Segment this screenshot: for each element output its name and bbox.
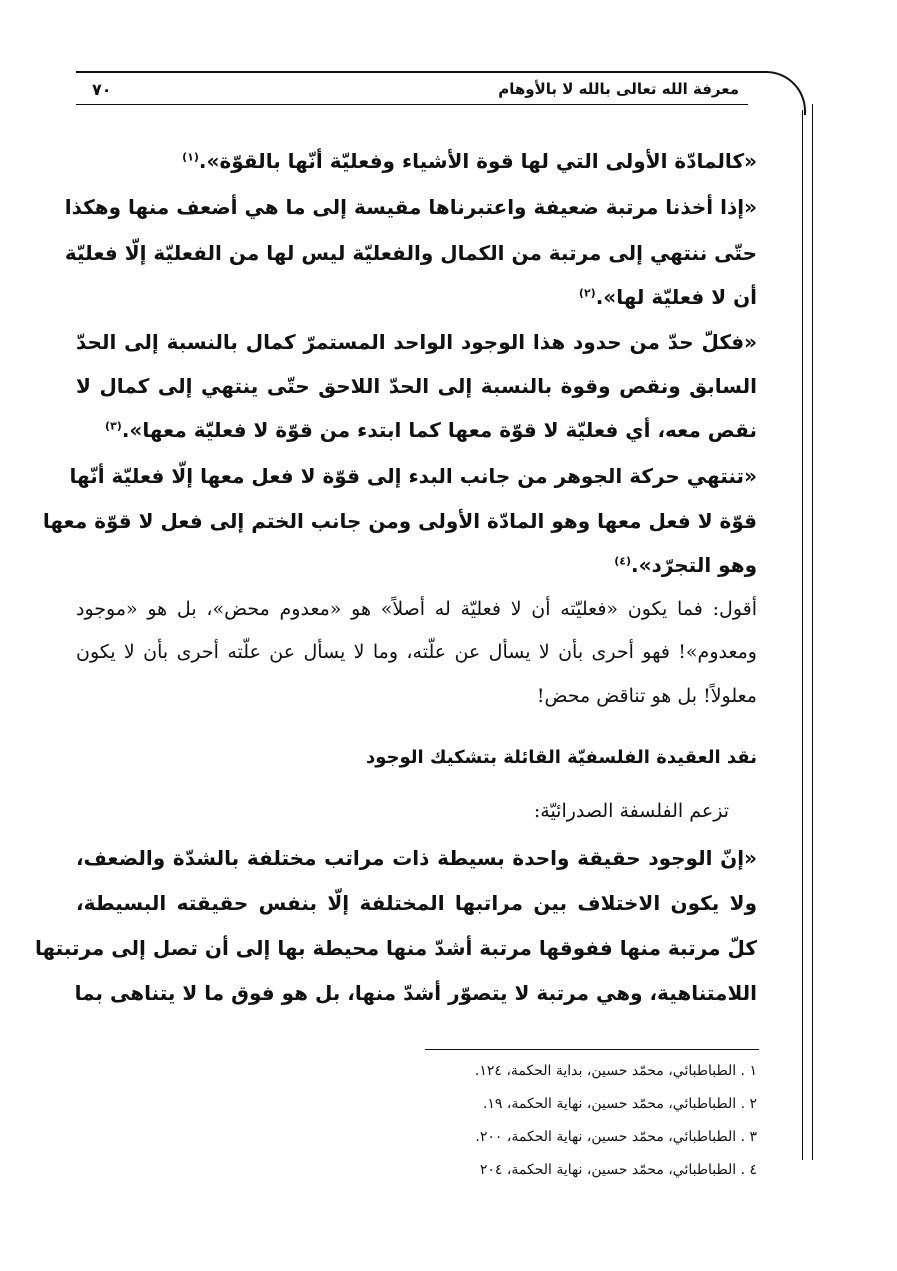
text-line-15 xyxy=(534,802,729,821)
footnote-4: ٤ . الطباطبائي، محمّد حسين، نهاية الحكمة، ٢٠٤ xyxy=(479,1162,757,1178)
line-text: «تنتهي حركة الجوهر من جانب البدء إلى قوّة لا فعل معها إلّا فعليّة أنّها xyxy=(69,464,757,488)
footnote-marker: (٣) xyxy=(105,419,122,433)
text-line-4 xyxy=(579,287,757,307)
line-text: ومعدوم»! فهو أحرى بأن لا يسأل عن علّته، وما لا يسأل عن علّته أحرى بأن لا يكون xyxy=(76,641,757,663)
text-line-12 xyxy=(76,643,757,662)
text-line-18 xyxy=(34,936,757,960)
text-line-7 xyxy=(105,420,757,440)
header-corner-ornament xyxy=(742,71,806,115)
line-text: كلّ مرتبة منها ففوقها مرتبة أشدّ منها محيطة بها إلى أن تصل إلى مرتبتها xyxy=(34,936,757,960)
text-line-9 xyxy=(42,509,757,533)
line-text: أقول: فما يكون «فعليّته أن لا فعليّة له أصلاً» هو «معدوم محض»، بل هو «موجود xyxy=(76,598,757,620)
line-text: ولا يكون الاختلاف بين مراتبها المختلفة إلّا بنفس حقيقته البسيطة، xyxy=(76,891,757,915)
footnote-marker: (١) xyxy=(182,150,199,164)
line-text: نقص معه، أي فعليّة لا قوّة معها كما ابتدء من قوّة لا فعليّة معها». xyxy=(121,418,757,442)
footnote-1: ١ . الطباطبائي، محمّد حسين، بداية الحكمة، ١٢٤. xyxy=(474,1063,757,1079)
footnote-3: ٣ . الطباطبائي، محمّد حسين، نهاية الحكمة، ٢٠٠. xyxy=(475,1129,757,1145)
line-text: تزعم الفلسفة الصدرائيّة: xyxy=(533,800,729,822)
text-line-5 xyxy=(76,332,757,352)
line-text: وهو التجرّد». xyxy=(631,553,757,577)
text-line-3 xyxy=(64,241,757,265)
text-line-13 xyxy=(537,687,757,706)
text-line-2 xyxy=(64,195,757,219)
line-text: «فكلّ حدّ من حدود هذا الوجود الواحد المستمرّ كمال بالنسبة إلى الحدّ xyxy=(76,330,757,354)
side-border-outer xyxy=(812,104,813,1160)
text-line-6 xyxy=(76,376,757,396)
text-line-8 xyxy=(69,464,757,488)
header-rule xyxy=(76,71,756,73)
line-text: «إذا أخذنا مرتبة ضعيفة واعتبرناها مقيسة إلى ما هي أضعف منها وهكذا xyxy=(64,195,757,219)
line-text: «كالمادّة الأولى التي لها قوة الأشياء وفعليّة أنّها بالقوّة». xyxy=(198,149,757,173)
footnote-2: ٢ . الطباطبائي، محمّد حسين، نهاية الحكمة، ١٩. xyxy=(482,1096,757,1112)
text-line-16 xyxy=(76,848,757,868)
header-rule-lower xyxy=(76,104,748,105)
text-line-10 xyxy=(614,555,757,575)
side-border-inner xyxy=(802,110,803,1160)
footnote-marker: (٢) xyxy=(578,286,596,300)
line-text: «إنّ الوجود حقيقة واحدة بسيطة ذات مراتب مختلفة بالشدّة والضعف، xyxy=(76,846,757,870)
section-heading: نقد العقيدة الفلسفيّة القائلة بتشكيك الوجود xyxy=(366,747,757,768)
text-line-17 xyxy=(76,893,757,913)
line-text: معلولاً! بل هو تناقض محض! xyxy=(536,685,757,707)
line-text: حتّى ننتهي إلى مرتبة من الكمال والفعليّة ليس لها من الفعليّة إلّا فعليّة xyxy=(64,241,757,265)
line-text: أن لا فعليّة لها». xyxy=(595,285,757,309)
text-line-1 xyxy=(182,151,757,171)
page-number: ٧٠ xyxy=(92,80,112,99)
text-line-19 xyxy=(76,983,757,1003)
running-header-title: معرفة الله تعالى بالله لا بالأوهام xyxy=(498,80,739,98)
line-text: اللامتناهية، وهي مرتبة لا يتصوّر أشدّ منها، بل هو فوق ما لا يتناهى بما xyxy=(74,981,757,1005)
footnote-marker: (٤) xyxy=(614,554,632,568)
line-text: قوّة لا فعل معها وهو المادّة الأولى ومن جانب الختم إلى فعل لا قوّة معها xyxy=(42,509,757,533)
footnote-separator xyxy=(425,1049,759,1050)
line-text: السابق ونقص وقوة بالنسبة إلى الحدّ اللاحق حتّى ينتهي إلى كمال لا xyxy=(76,374,757,398)
text-line-11 xyxy=(76,600,757,619)
